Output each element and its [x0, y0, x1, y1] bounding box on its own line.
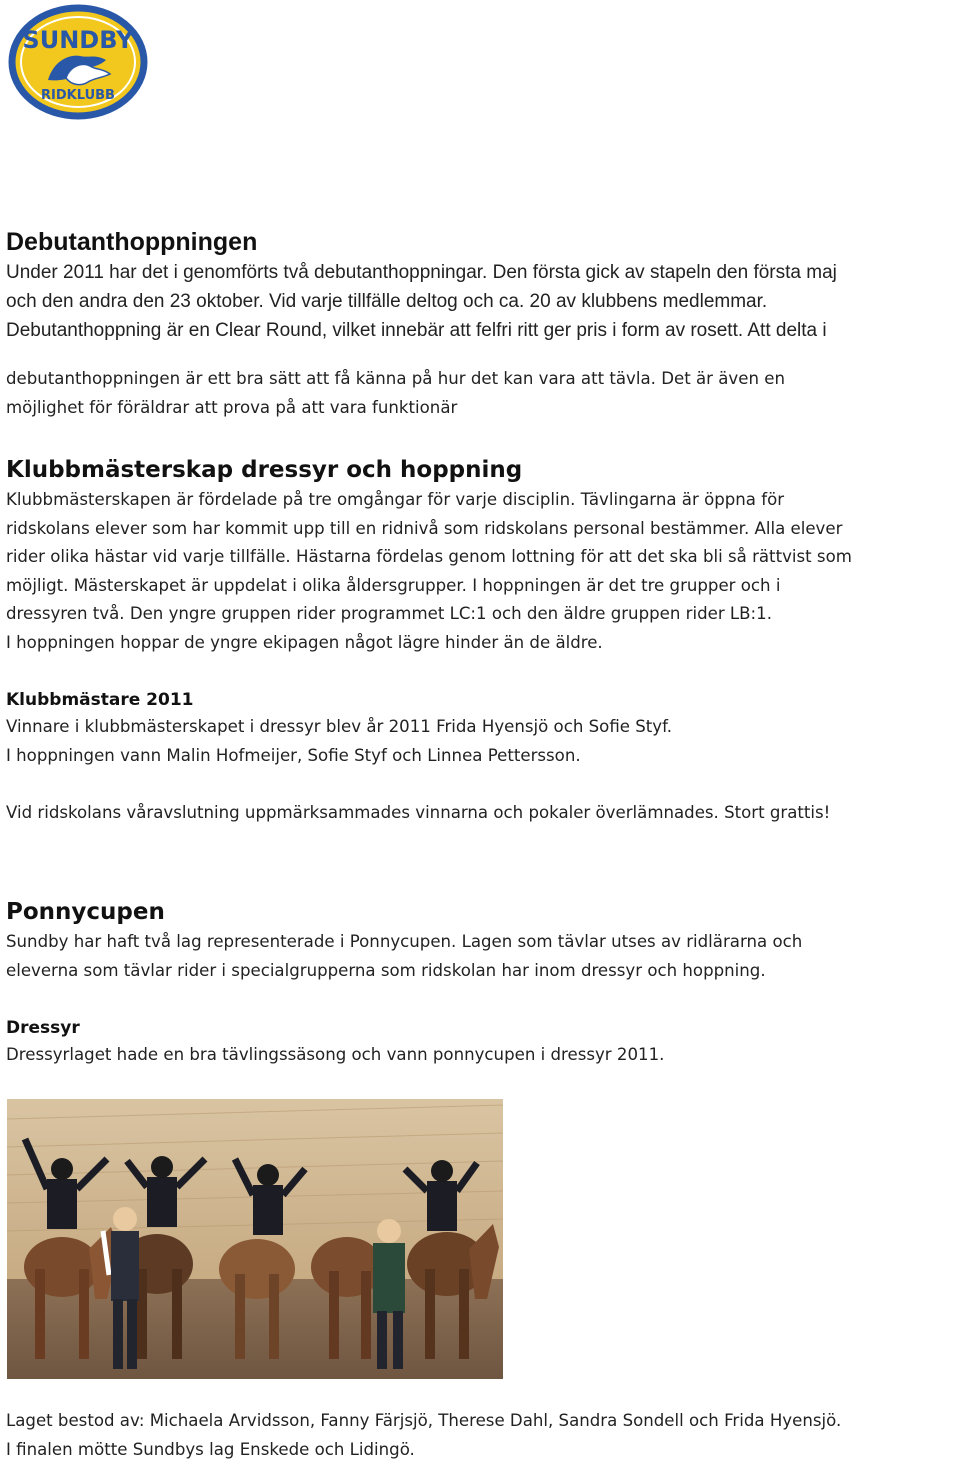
dressyr-text: Dressyrlaget hade en bra tävlingssäsong och vann ponnycupen i dressyr 2011.: [6, 1045, 665, 1064]
winners-line-1: Vinnare i klubbmästerskapet i dressyr blev år 2011 Frida Hyensjö och Sofie Styf.: [6, 717, 673, 736]
debut-continued: [6, 365, 954, 422]
km-line-2: ridskolans elever som har kommit upp till en ridnivå som ridskolans personal bestämmer. Alla elever: [6, 518, 843, 538]
team-photo: [7, 1099, 503, 1379]
km-line-4: möjligt. Mästerskapet är uppdelat i olika åldersgrupper. I hoppningen är det tre grupper och i: [6, 575, 781, 595]
klubbmasterskap-section: [6, 454, 954, 658]
ponnycupen-section: [6, 896, 954, 985]
ponny-line-1: Sundby har haft två lag representerade i Ponnycupen. Lagen som tävlar utses av ridlärarna och: [6, 932, 803, 951]
debut-heading: Debutanthoppningen: [6, 228, 258, 256]
klubbmastare-section: [6, 687, 954, 770]
winners-paragraph: [6, 713, 954, 770]
team-line-2: I finalen mötte Sundbys lag Enskede och Lidingö.: [6, 1439, 415, 1459]
debut-paragraph-continued: [6, 365, 954, 422]
debut-paragraph: [6, 258, 954, 345]
winners-heading: Klubbmästare 2011: [6, 690, 194, 710]
debut-line-1: Under 2011 har det i genomförts två debutanthoppningar. Den första gick av stapeln den första maj: [6, 262, 837, 283]
debut-line-3: Debutanthoppning är en Clear Round, vilket innebär att felfri ritt ger pris i form av rosett. Att delta i: [6, 320, 827, 341]
km-paragraph: [6, 486, 954, 658]
winners-line-2: I hoppningen vann Malin Hofmeijer, Sofie Styf och Linnea Pettersson.: [6, 745, 581, 765]
sundby-ridklubb-logo: [8, 4, 148, 120]
km-line-5: dressyren två. Den yngre gruppen rider programmet LC:1 och den äldre gruppen rider LB:1.: [6, 604, 772, 624]
debut-line-4: debutanthoppningen är ett bra sätt att få känna på hur det kan vara att tävla. Det är även en: [6, 369, 785, 388]
ponny-paragraph: [6, 928, 954, 985]
team-line-1: Laget bestod av: Michaela Arvidsson, Fanny Färjsjö, Therese Dahl, Sandra Sondell och Frida Hyensjö.: [6, 1411, 842, 1430]
km-heading: Klubbmästerskap dressyr och hoppning: [6, 457, 523, 483]
dressyr-heading: Dressyr: [6, 1018, 80, 1038]
ponny-heading: Ponnycupen: [6, 899, 165, 925]
team-paragraph: [6, 1407, 954, 1464]
logo-top-text: SUNDBY: [22, 26, 134, 54]
debut-line-5: möjlighet för föräldrar att prova på att vara funktionär: [6, 397, 458, 417]
winners-closing: [6, 799, 954, 828]
debutanthoppning-section: [6, 226, 954, 345]
debut-line-2: och den andra den 23 oktober. Vid varje tillfälle deltog och ca. 20 av klubbens medlemmar.: [6, 291, 768, 312]
km-line-1: Klubbmästerskapen är fördelade på tre omgångar för varje disciplin. Tävlingarna är öppna för: [6, 490, 785, 509]
team-section: [6, 1407, 954, 1464]
km-line-3: rider olika hästar vid varje tillfälle. Hästarna fördelas genom lottning för att det ska bli så rättvist som: [6, 547, 852, 567]
ponny-line-2: eleverna som tävlar rider i specialgrupperna som ridskolan har inom dressyr och hoppning.: [6, 960, 766, 980]
dressyr-section: [6, 1015, 954, 1070]
km-line-6: I hoppningen hoppar de yngre ekipagen något lägre hinder än de äldre.: [6, 632, 603, 652]
logo-bottom-text: RIDKLUBB: [41, 88, 115, 103]
winners-closing-text: Vid ridskolans våravslutning uppmärksammades vinnarna och pokaler överlämnades. Stort grattis!: [6, 803, 831, 822]
